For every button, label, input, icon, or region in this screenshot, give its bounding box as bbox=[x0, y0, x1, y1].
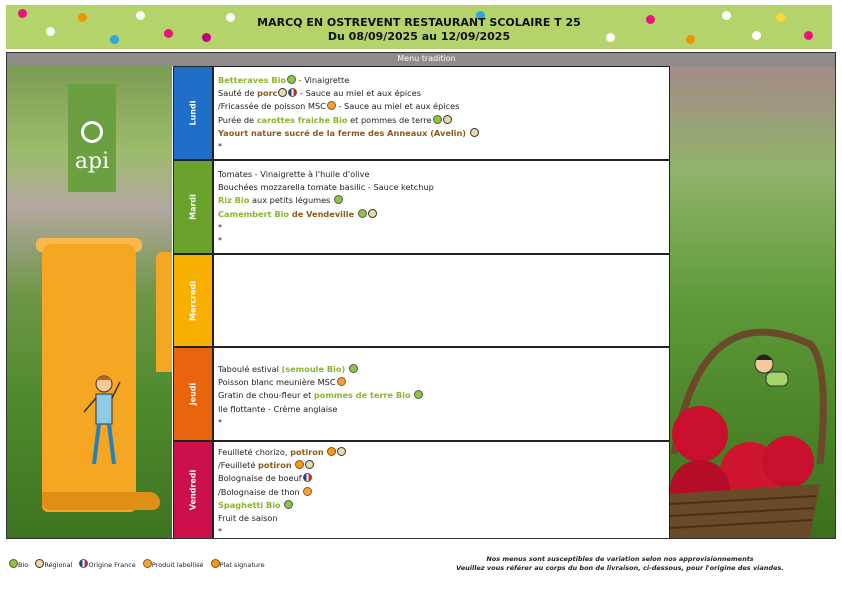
menu-item bbox=[218, 459, 665, 472]
menu-item bbox=[218, 416, 665, 429]
menu-bar bbox=[6, 52, 836, 66]
menu-item bbox=[218, 363, 665, 376]
bio-leaf-icon bbox=[284, 500, 293, 509]
regional-icon bbox=[305, 460, 314, 469]
dish-bio: Riz Bio bbox=[218, 195, 250, 206]
dish-regional: de Vendeville bbox=[289, 208, 355, 219]
label-quality-icon bbox=[303, 487, 312, 496]
dish-text: /Feuilleté bbox=[218, 460, 258, 471]
bio-leaf-icon bbox=[9, 559, 18, 568]
menu-item bbox=[218, 403, 665, 416]
dish-bio: Spaghetti Bio bbox=[218, 499, 281, 510]
label-quality-icon bbox=[327, 101, 336, 110]
legend-item-labellise bbox=[142, 559, 204, 570]
bio-leaf-icon bbox=[334, 195, 343, 204]
bio-leaf-icon bbox=[433, 115, 442, 124]
second-boot bbox=[156, 252, 172, 372]
menu-item bbox=[218, 486, 665, 499]
legend-label: Produit labellisé bbox=[151, 561, 204, 569]
day-name: Jeudi bbox=[188, 382, 198, 406]
right-photo-basket bbox=[670, 66, 836, 538]
bio-leaf-icon bbox=[358, 209, 367, 218]
disclaimer-line: Veuillez vous référer au corps du bon de livraison, ci-dessous, pour l'origine des viandes. bbox=[456, 564, 784, 572]
dish-text: * bbox=[218, 221, 223, 232]
menu-item bbox=[218, 208, 665, 221]
label-quality-icon bbox=[143, 559, 152, 568]
dish-bio: carottes fraiche Bio bbox=[256, 114, 348, 125]
menu-item bbox=[218, 234, 665, 247]
dish-text: * bbox=[218, 416, 223, 427]
menu-item bbox=[218, 168, 665, 181]
restaurant-title: MARCQ EN OSTREVENT RESTAURANT SCOLAIRE T 25 bbox=[257, 16, 581, 29]
boot-sole bbox=[42, 492, 160, 510]
dish-text: Sauté de bbox=[218, 88, 258, 99]
dish-regional: Yaourt nature sucré de la ferme des Anneaux (Avelin) bbox=[218, 127, 467, 138]
dish-text: * bbox=[218, 234, 223, 245]
menu-cell-vendredi bbox=[213, 441, 670, 539]
dish-text: Ile flottante - Crème anglaise bbox=[218, 403, 338, 414]
day-label-mercredi bbox=[173, 254, 213, 347]
api-logo-text: api bbox=[74, 149, 110, 174]
menu-item bbox=[218, 181, 665, 194]
menu-item bbox=[218, 194, 665, 207]
bio-leaf-icon bbox=[349, 364, 358, 373]
dish-text: - Sauce au miel et aux épices bbox=[297, 88, 421, 99]
day-label-mardi bbox=[173, 160, 213, 254]
dish-text: - Vinaigrette à l'huile d'olive bbox=[252, 169, 370, 179]
menu-item bbox=[218, 74, 665, 87]
menu-item bbox=[218, 499, 665, 512]
france-flag-icon bbox=[303, 473, 312, 482]
dish-bio: (semoule Bio) bbox=[281, 364, 346, 374]
day-label-vendredi bbox=[173, 441, 213, 539]
dish-bio: Camembert Bio bbox=[218, 208, 290, 219]
regional-icon bbox=[443, 115, 452, 124]
menu-item bbox=[218, 512, 665, 525]
dish-text: * bbox=[218, 526, 223, 537]
chef-signature-icon bbox=[211, 559, 220, 568]
page-header bbox=[6, 5, 832, 49]
regional-icon bbox=[278, 88, 287, 97]
menu-item bbox=[218, 140, 665, 153]
disclaimer-line: Nos menus sont susceptibles de variation selon nos approvisionnements bbox=[486, 555, 754, 563]
api-logo bbox=[68, 84, 116, 192]
menu-item bbox=[218, 100, 665, 113]
dish-text: Bouchées mozzarella tomate basilic - Sauce ketchup bbox=[218, 182, 434, 193]
left-photo-boot bbox=[6, 66, 172, 538]
menu-cell-lundi bbox=[213, 66, 670, 160]
kid-illustration-icon bbox=[84, 372, 124, 472]
dish-text: Poisson blanc meunière MSC bbox=[218, 377, 336, 388]
dish-text: Feuilleté chorizo, bbox=[218, 447, 291, 457]
dish-text: * bbox=[218, 140, 223, 151]
day-name: Vendredi bbox=[188, 469, 198, 511]
dish-text: Purée de bbox=[218, 114, 257, 125]
menu-cell-jeudi bbox=[213, 347, 670, 441]
regional-icon bbox=[337, 447, 346, 456]
dish-text: Fruit de saison bbox=[218, 512, 278, 523]
day-name: Mercredi bbox=[188, 280, 198, 321]
legend-item-signature bbox=[210, 559, 265, 570]
dish-text: - Vinaigrette bbox=[296, 75, 350, 85]
legend-label: Plat signature bbox=[219, 561, 265, 569]
day-label-jeudi bbox=[173, 347, 213, 441]
dish-text: et pommes de terre bbox=[347, 114, 432, 125]
dish-text: Bolognaise de boeuf bbox=[218, 473, 302, 484]
regional-icon bbox=[368, 209, 377, 218]
dish-text: /Fricassée de poisson MSC bbox=[218, 101, 326, 112]
dish-text: aux petits légumes bbox=[249, 195, 331, 206]
legend-item-origine bbox=[78, 559, 135, 570]
dish-regional: potiron bbox=[257, 460, 292, 471]
api-logo-mark-icon bbox=[81, 121, 103, 143]
menu-item bbox=[218, 221, 665, 234]
menu-type-label: Menu tradition bbox=[397, 54, 456, 63]
menu-item bbox=[218, 389, 665, 402]
apple-basket-icon bbox=[670, 304, 836, 538]
menu-item bbox=[218, 87, 665, 100]
dish-bio: pommes de terre Bio bbox=[313, 390, 411, 401]
legend-label: Bio bbox=[18, 561, 29, 569]
label-quality-icon bbox=[337, 377, 346, 386]
day-name: Lundi bbox=[188, 100, 198, 126]
page-title bbox=[6, 16, 832, 44]
dish-regional: potiron bbox=[290, 447, 324, 457]
legend-label: Origine France bbox=[88, 561, 136, 569]
dish-bio: Betteraves Bio bbox=[218, 75, 287, 85]
regional-icon bbox=[470, 128, 479, 137]
dish-regional: porc bbox=[257, 88, 278, 99]
disclaimer-note bbox=[440, 555, 800, 573]
dish-text: /Bolognaise de thon bbox=[218, 486, 300, 497]
menu-item bbox=[218, 446, 665, 459]
legend-item-bio bbox=[8, 559, 28, 570]
menu-item bbox=[218, 127, 665, 140]
dish-text: Taboulé estival bbox=[218, 364, 282, 374]
bio-leaf-icon bbox=[287, 75, 296, 84]
day-label-lundi bbox=[173, 66, 213, 160]
regional-icon bbox=[35, 559, 44, 568]
menu-item bbox=[218, 472, 665, 485]
legend-label: Régional bbox=[44, 561, 73, 569]
bio-leaf-icon bbox=[414, 390, 423, 399]
menu-cell-mercredi bbox=[213, 254, 670, 347]
dish-text: Gratin de chou-fleur et bbox=[218, 390, 314, 401]
menu-item bbox=[218, 376, 665, 389]
menu-cell-mardi bbox=[213, 160, 670, 254]
chef-signature-icon bbox=[327, 447, 336, 456]
chef-signature-icon bbox=[295, 460, 304, 469]
menu-item bbox=[218, 114, 665, 127]
dish-text: Tomates bbox=[218, 169, 253, 179]
date-range: Du 08/09/2025 au 12/09/2025 bbox=[327, 30, 511, 43]
legend bbox=[8, 559, 269, 570]
legend-item-regional bbox=[34, 559, 72, 570]
day-name: Mardi bbox=[188, 194, 198, 220]
dish-text: - Sauce au miel et aux épices bbox=[335, 101, 460, 112]
menu-item bbox=[218, 525, 665, 538]
